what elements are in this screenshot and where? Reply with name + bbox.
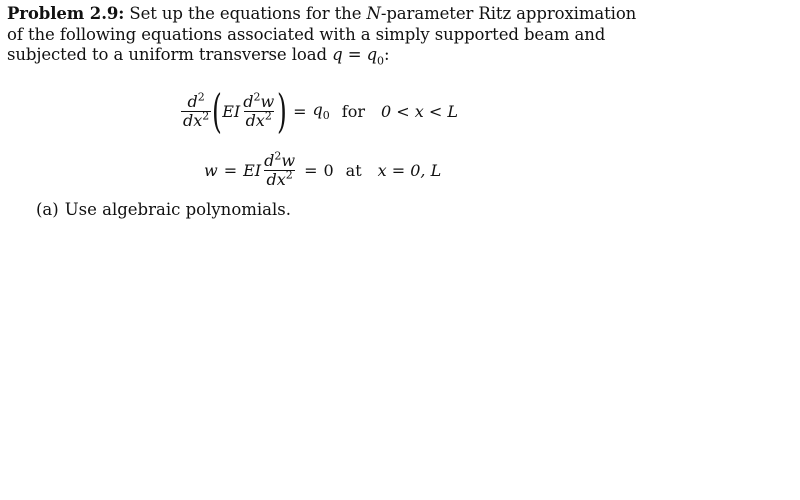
load-value: q (366, 45, 378, 64)
rhs-load: $q_0$ (312, 99, 330, 123)
problem-text-part2: -parameter Ritz approximation of the following equations associated with a simply supported beam and subjected to a uniform transverse load (7, 4, 637, 64)
part-a-text: Use algebraic polynomials. (64, 200, 291, 219)
at-word: at (345, 160, 362, 180)
for-word: for (341, 101, 365, 121)
load-equals: = (342, 45, 367, 64)
zero-value: 0 (323, 160, 334, 180)
boundary-conditions (204, 146, 441, 194)
moment-derivative-fraction: $\frac{d^2w}{dx^2}$ (264, 149, 296, 189)
equals-sign: = (293, 101, 307, 121)
equals-sign-1: = (223, 160, 238, 180)
governing-equation (180, 80, 458, 142)
flexural-rigidity: EI (222, 101, 241, 121)
part-a-tag: (a) (36, 200, 59, 219)
equals-sign-2: = (304, 160, 318, 180)
right-parenthesis: ) (277, 84, 288, 138)
left-parenthesis: ( (212, 84, 223, 138)
parameter-N: N (366, 4, 381, 23)
load-variable: q (332, 45, 343, 64)
problem-label: Problem 2.9: (7, 4, 125, 23)
problem-text-part1: Set up the equations for the (124, 4, 367, 23)
domain: 0 < x < L (380, 101, 458, 121)
boundary-points: x = 0, L (377, 160, 442, 180)
part-a (36, 200, 291, 220)
load-colon: : (383, 45, 390, 64)
problem-statement (7, 4, 657, 72)
deflection-w: w (204, 160, 218, 180)
flexural-rigidity-2: EI (243, 160, 262, 180)
outer-derivative-fraction: $\frac{d^2}{dx^2}$ (183, 90, 210, 130)
load-subscript: 0 (377, 54, 384, 68)
inner-derivative-fraction: $\frac{d^2w}{dx^2}$ (243, 90, 275, 130)
